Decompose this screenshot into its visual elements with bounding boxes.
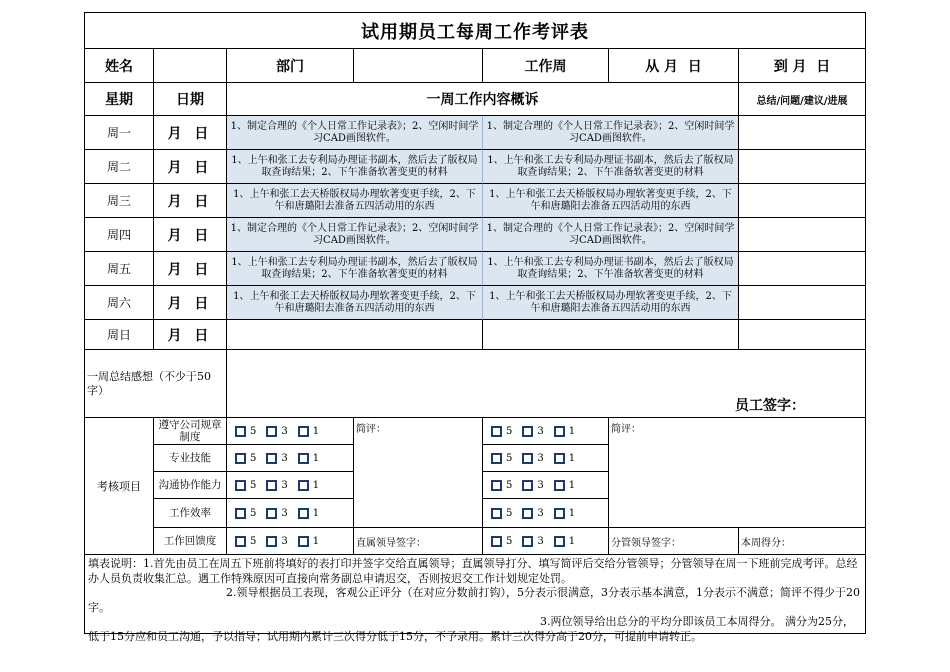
score-label: 1 <box>312 425 320 437</box>
checkbox-icon[interactable] <box>235 453 246 464</box>
comment-label-2: 简评： <box>611 424 641 435</box>
week-from[interactable]: 从 月 日 <box>609 49 739 83</box>
score-option[interactable] <box>235 453 256 464</box>
checkbox-icon[interactable] <box>266 453 277 464</box>
checkbox-icon[interactable] <box>522 453 533 464</box>
assessment-item: 遵守公司规章制度 <box>154 418 227 445</box>
notes-cell[interactable] <box>739 218 865 252</box>
rating-group-dept <box>483 480 608 491</box>
score-option[interactable] <box>522 508 543 519</box>
task-cell-left[interactable] <box>227 320 483 350</box>
dept-input[interactable] <box>354 49 483 83</box>
score-option[interactable] <box>298 480 319 491</box>
score-label: 5 <box>506 452 513 464</box>
task-cell-right[interactable]: 1、制定合理的《个人日常工作记录表》；2、空闲时间学习CAD画图软件。 <box>483 116 739 150</box>
checkbox-icon[interactable] <box>491 536 502 547</box>
rating-group-dept <box>483 508 608 519</box>
weekly-summary-text: 一周总结感想（不少于50字） <box>87 369 211 397</box>
rating-group-direct <box>227 426 353 437</box>
score-option[interactable] <box>554 508 575 519</box>
assessment-item: 沟通协作能力 <box>154 472 227 499</box>
week-label: 工作周 <box>483 49 609 83</box>
score-option[interactable] <box>266 536 287 547</box>
score-label: 3 <box>537 507 544 519</box>
score-option[interactable] <box>235 426 256 437</box>
score-label: 1 <box>312 452 320 464</box>
checkbox-icon[interactable] <box>298 536 309 547</box>
score-label: 1 <box>312 535 320 547</box>
score-label: 3 <box>281 535 288 547</box>
score-label: 3 <box>281 507 288 519</box>
rating-group-direct <box>227 508 353 519</box>
dept-leader-rating[interactable] <box>483 445 609 472</box>
score-label: 3 <box>281 425 288 437</box>
employee-signature-label: 员工签字： <box>735 398 805 414</box>
task-cell-right[interactable]: 1、上午和张工去天桥版权局办理软著变更手续，2、下午和唐璐阳去准备五四活动用的东西 <box>483 286 739 320</box>
score-label: 1 <box>312 479 320 491</box>
checkbox-icon[interactable] <box>522 508 533 519</box>
direct-leader-sign[interactable]: 直属领导签字： <box>354 528 483 555</box>
score-option[interactable] <box>554 453 575 464</box>
rating-group-direct <box>227 536 353 547</box>
checkbox-icon[interactable] <box>298 426 309 437</box>
date-header: 日期 <box>154 83 227 116</box>
score-label: 3 <box>537 479 544 491</box>
dept-label: 部门 <box>227 49 354 83</box>
sheet-title: 试用期员工每周工作考评表 <box>85 13 865 49</box>
weekday-cell: 周日 <box>85 320 154 350</box>
score-label: 5 <box>250 452 257 464</box>
task-cell-left[interactable]: 1、上午和张工去天桥版权局办理软著变更手续，2、下午和唐璐阳去准备五四活动用的东西 <box>227 184 483 218</box>
rating-group-direct <box>227 453 353 464</box>
direct-leader-rating[interactable] <box>227 418 354 445</box>
dept-leader-comment[interactable] <box>609 418 865 528</box>
checkbox-icon[interactable] <box>554 536 565 547</box>
dept-leader-rating[interactable] <box>483 528 609 555</box>
rating-group-dept <box>483 453 608 464</box>
date-cell[interactable]: 月 日 <box>154 320 227 350</box>
score-label: 3 <box>537 452 544 464</box>
notes-cell[interactable] <box>739 252 865 286</box>
score-option[interactable] <box>522 426 543 437</box>
score-option[interactable] <box>522 480 543 491</box>
score-option[interactable] <box>554 536 575 547</box>
instruction-line-3: 3.两位领导给出总分的平均分即该员工本周得分。 满分为25分，低于15分应和员工沟通，予以指导；试用期内累计三次得分低于15分，不予录用。累计三次得分高于20分，可提前申请转正。 <box>88 615 854 643</box>
checkbox-icon[interactable] <box>522 536 533 547</box>
score-option[interactable] <box>491 426 512 437</box>
name-input[interactable] <box>154 49 227 83</box>
checkbox-icon[interactable] <box>522 426 533 437</box>
weekday-cell: 周三 <box>85 184 154 218</box>
checkbox-icon[interactable] <box>298 508 309 519</box>
score-label: 5 <box>250 507 257 519</box>
score-option[interactable] <box>554 426 575 437</box>
dept-leader-rating[interactable] <box>483 418 609 445</box>
instruction-line-1: 填表说明：1.首先由员工在周五下班前将填好的表打印并签字交给直属领导；直属领导打分、填写简评后交给分管领导；分管领导在周一下班前完成考评。总经办人员负责收集汇总。遇工作特殊原因可直接向常务副总申请迟交，否则按迟交工作计划规定处罚。 <box>88 557 858 585</box>
checkbox-icon[interactable] <box>266 426 277 437</box>
score-option[interactable] <box>235 480 256 491</box>
score-option[interactable] <box>491 508 512 519</box>
date-cell[interactable]: 月 日 <box>154 286 227 320</box>
weekly-summary-input[interactable] <box>227 350 865 418</box>
checkbox-icon[interactable] <box>235 426 246 437</box>
date-cell[interactable]: 月 日 <box>154 150 227 184</box>
weekday-cell: 周四 <box>85 218 154 252</box>
score-option[interactable] <box>266 426 287 437</box>
score-option[interactable] <box>491 480 512 491</box>
task-cell-left[interactable]: 1、制定合理的《个人日常工作记录表》；2、空闲时间学习CAD画图软件。 <box>227 218 483 252</box>
score-option[interactable] <box>235 508 256 519</box>
score-label: 5 <box>250 479 257 491</box>
checkbox-icon[interactable] <box>491 426 502 437</box>
notes-cell[interactable] <box>739 184 865 218</box>
notes-cell[interactable] <box>739 320 865 350</box>
task-cell-right[interactable]: 1、上午和张工去专利局办理证书副本，然后去了版权局取查询结果；2、下午准备软著变更的材料 <box>483 150 739 184</box>
score-option[interactable] <box>554 480 575 491</box>
week-score[interactable]: 本周得分： <box>739 528 865 555</box>
direct-leader-rating[interactable] <box>227 528 354 555</box>
task-cell-right[interactable]: 1、上午和张工去专利局办理证书副本，然后去了版权局取查询结果；2、下午准备软著变更的材料 <box>483 252 739 286</box>
score-label: 5 <box>506 425 513 437</box>
score-option[interactable] <box>522 453 543 464</box>
assessment-item: 工作回馈度 <box>154 528 227 555</box>
weekday-header: 星期 <box>85 83 154 116</box>
checkbox-icon[interactable] <box>266 508 277 519</box>
instructions <box>85 555 865 646</box>
date-cell[interactable]: 月 日 <box>154 184 227 218</box>
score-label: 3 <box>537 425 544 437</box>
assessment-item: 专业技能 <box>154 445 227 472</box>
score-option[interactable] <box>266 453 287 464</box>
direct-leader-rating[interactable] <box>227 445 354 472</box>
task-cell-left[interactable]: 1、制定合理的《个人日常工作记录表》；2、空闲时间学习CAD画图软件。 <box>227 116 483 150</box>
comment-label-1: 简评： <box>356 424 386 435</box>
checkbox-icon[interactable] <box>266 536 277 547</box>
score-option[interactable] <box>491 536 512 547</box>
score-label: 5 <box>506 535 513 547</box>
score-option[interactable] <box>522 536 543 547</box>
task-cell-right[interactable]: 1、制定合理的《个人日常工作记录表》；2、空闲时间学习CAD画图软件。 <box>483 218 739 252</box>
task-cell-left[interactable]: 1、上午和张工去天桥版权局办理软著变更手续，2、下午和唐璐阳去准备五四活动用的东西 <box>227 286 483 320</box>
task-cell-left[interactable]: 1、上午和张工去专利局办理证书副本，然后去了版权局取查询结果；2、下午准备软著变更的材料 <box>227 150 483 184</box>
checkbox-icon[interactable] <box>235 536 246 547</box>
score-label: 5 <box>506 507 513 519</box>
direct-leader-rating[interactable] <box>227 472 354 499</box>
task-cell-right[interactable]: 1、上午和张工去天桥版权局办理软著变更手续，2、下午和唐璐阳去准备五四活动用的东西 <box>483 184 739 218</box>
direct-leader-comment[interactable] <box>354 418 483 528</box>
instruction-line-2: 2.领导根据员工表现，客观公正评分（在对应分数前打钩），5分表示很满意，3分表示基本满意，1分表示不满意；简评不得少于20字。 <box>88 586 860 614</box>
rating-group-dept <box>483 426 608 437</box>
checkbox-icon[interactable] <box>554 508 565 519</box>
score-option[interactable] <box>235 536 256 547</box>
checkbox-icon[interactable] <box>554 453 565 464</box>
checkbox-icon[interactable] <box>298 480 309 491</box>
date-cell[interactable]: 月 日 <box>154 252 227 286</box>
notes-cell[interactable] <box>739 150 865 184</box>
assessment-item: 工作效率 <box>154 499 227 528</box>
score-label: 1 <box>312 507 320 519</box>
notes-cell[interactable] <box>739 116 865 150</box>
score-option[interactable] <box>266 480 287 491</box>
direct-leader-rating[interactable] <box>227 499 354 528</box>
week-to[interactable]: 到 月 日 <box>739 49 865 83</box>
score-label: 1 <box>568 535 576 547</box>
checkbox-icon[interactable] <box>522 480 533 491</box>
dept-leader-rating[interactable] <box>483 499 609 528</box>
notes-cell[interactable] <box>739 286 865 320</box>
score-option[interactable] <box>298 508 319 519</box>
score-option[interactable] <box>298 426 319 437</box>
weekday-cell: 周一 <box>85 116 154 150</box>
name-label: 姓名 <box>85 49 154 83</box>
rating-group-direct <box>227 480 353 491</box>
score-option[interactable] <box>266 508 287 519</box>
weekday-cell: 周五 <box>85 252 154 286</box>
score-label: 3 <box>281 479 288 491</box>
score-label: 3 <box>281 452 288 464</box>
notes-header: 总结/问题/建议/进展 <box>739 83 865 116</box>
score-label: 1 <box>568 507 576 519</box>
score-label: 5 <box>250 425 257 437</box>
checkbox-icon[interactable] <box>298 453 309 464</box>
dept-leader-rating[interactable] <box>483 472 609 499</box>
checkbox-icon[interactable] <box>554 426 565 437</box>
checkbox-icon[interactable] <box>235 508 246 519</box>
score-option[interactable] <box>298 453 319 464</box>
score-label: 1 <box>568 425 576 437</box>
checkbox-icon[interactable] <box>491 480 502 491</box>
date-cell[interactable]: 月 日 <box>154 116 227 150</box>
summary-header: 一周工作内容概诉 <box>227 83 739 116</box>
checkbox-icon[interactable] <box>491 508 502 519</box>
task-cell-right[interactable] <box>483 320 739 350</box>
checkbox-icon[interactable] <box>235 480 246 491</box>
score-label: 5 <box>506 479 513 491</box>
checkbox-icon[interactable] <box>554 480 565 491</box>
dept-leader-sign[interactable]: 分管领导签字： <box>609 528 739 555</box>
weekday-cell: 周六 <box>85 286 154 320</box>
evaluation-sheet <box>84 12 866 643</box>
weekday-cell: 周二 <box>85 150 154 184</box>
score-option[interactable] <box>491 453 512 464</box>
rating-group-dept <box>483 536 608 547</box>
date-cell[interactable]: 月 日 <box>154 218 227 252</box>
assessment-label: 考核项目 <box>85 418 154 555</box>
score-label: 1 <box>568 452 576 464</box>
checkbox-icon[interactable] <box>491 453 502 464</box>
score-label: 3 <box>537 535 544 547</box>
checkbox-icon[interactable] <box>266 480 277 491</box>
score-label: 1 <box>568 479 576 491</box>
score-option[interactable] <box>298 536 319 547</box>
score-label: 5 <box>250 535 257 547</box>
task-cell-left[interactable]: 1、上午和张工去专利局办理证书副本，然后去了版权局取查询结果；2、下午准备软著变更的材料 <box>227 252 483 286</box>
weekly-summary-label <box>85 350 227 418</box>
